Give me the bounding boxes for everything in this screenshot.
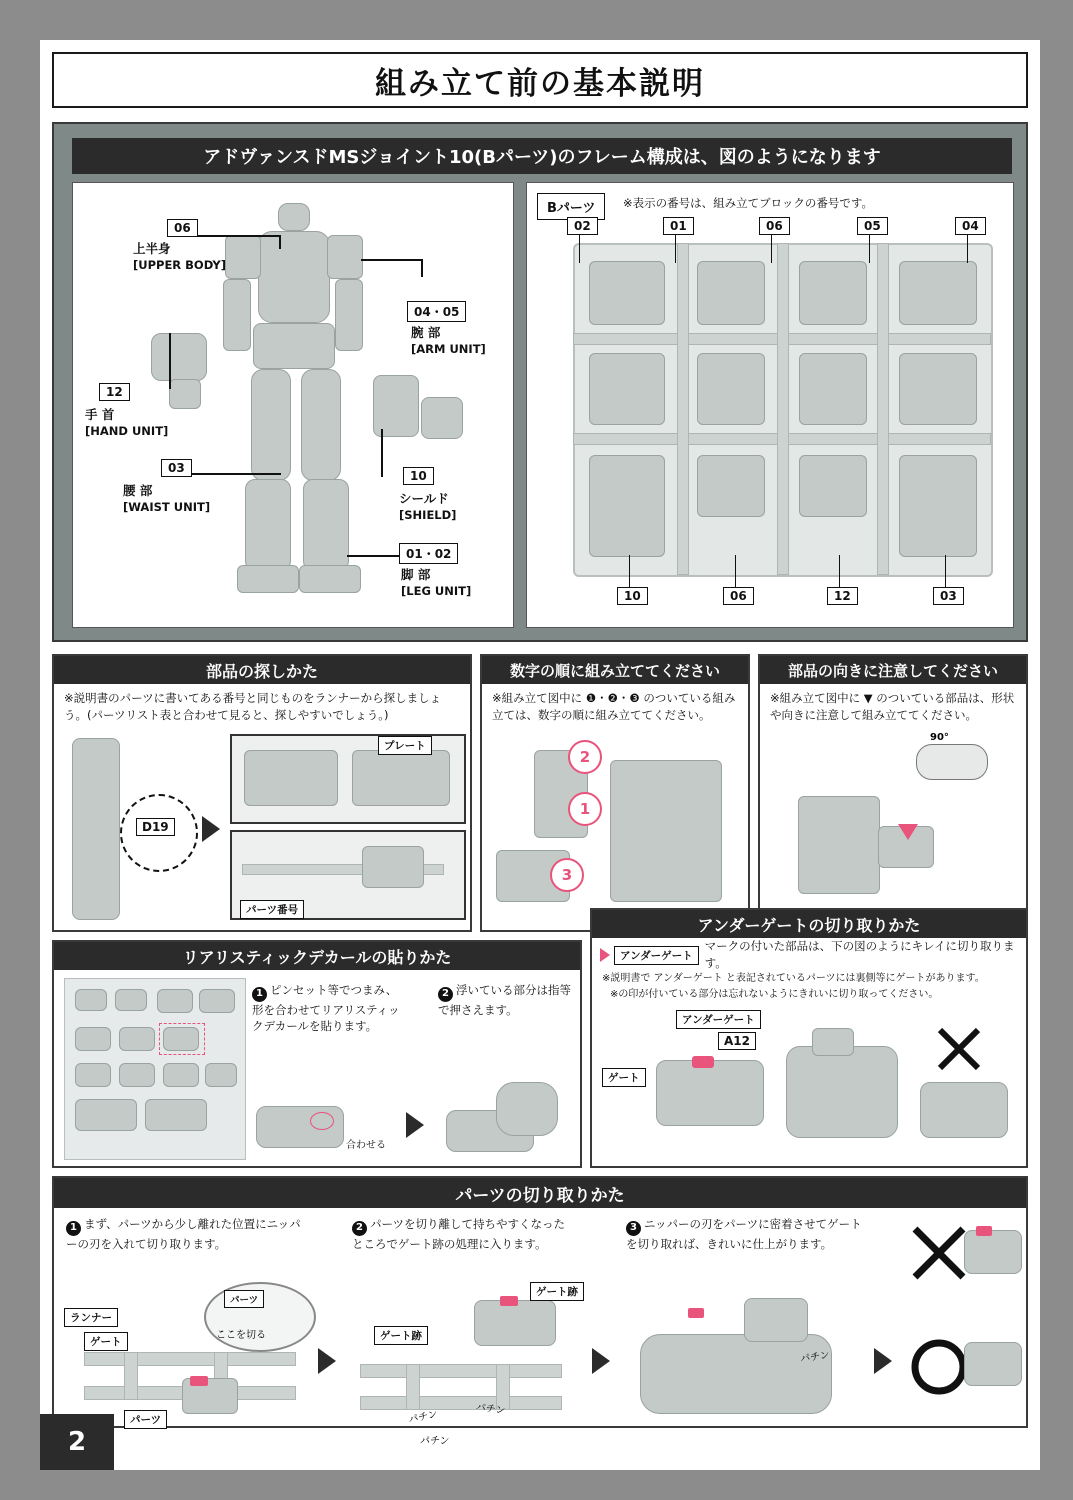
undergate-marker-icon — [600, 948, 610, 962]
orientation-angle: 90° — [930, 732, 949, 743]
gate-tag-cut: ゲート — [84, 1332, 128, 1351]
cut-step2-badge: 2 — [352, 1221, 367, 1236]
runner-bottom-num-2: 12 — [827, 587, 858, 605]
find-parts-code: D19 — [136, 818, 175, 836]
runner-note: ※表示の番号は、組み立てブロックの番号です。 — [623, 196, 873, 210]
label-arm-unit-en: [ARM UNIT] — [411, 341, 486, 356]
orientation-warn-triangle-icon — [898, 824, 918, 840]
cut-parts-panel — [52, 1176, 1028, 1447]
callout-shield-num: 10 — [403, 467, 434, 485]
sfx-4: パチン — [799, 1349, 831, 1365]
label-hand-unit-en: [HAND UNIT] — [85, 423, 169, 438]
runner-bottom-num-1: 06 — [723, 587, 754, 605]
cut-step1-artwork — [64, 1282, 314, 1426]
undergate-gate-marker — [692, 1056, 714, 1068]
sfx-3: パチン — [420, 1436, 450, 1447]
order-artwork — [490, 740, 744, 926]
find-parts-artwork — [62, 734, 466, 926]
decal-step2-artwork — [436, 1082, 576, 1160]
undergate-part-code: A12 — [718, 1032, 756, 1050]
undergate-panel — [590, 908, 1028, 1168]
page-title: 組み立て前の基本説明 — [52, 52, 1028, 108]
undergate-note1: ※説明書で アンダーゲート と表記されているパーツには裏側等にゲートがあります。 — [602, 973, 985, 984]
undergate-tag: アンダーゲート — [676, 1010, 761, 1029]
frame-section-header: アドヴァンスドMSジョイント10(Bパーツ)のフレーム構成は、図のようになります — [72, 138, 1012, 174]
label-arm-unit-jp: 腕 部 — [411, 325, 441, 340]
label-leg-unit-jp: 脚 部 — [401, 567, 431, 582]
runner-area — [526, 182, 1014, 628]
cut-step3-artwork — [624, 1282, 870, 1422]
undergate-bad-icon — [936, 1026, 982, 1072]
label-waist-unit — [123, 483, 210, 514]
callout-leg-unit-num: 01・02 — [399, 543, 458, 564]
cut-bad-icon — [910, 1224, 968, 1282]
undergate-artwork — [600, 1010, 1022, 1162]
label-shield-en: [SHIELD] — [399, 507, 457, 522]
order-step-2: 2 — [568, 740, 602, 774]
decal-step1-text — [252, 982, 402, 1035]
undergate-title: アンダーゲートの切り取りかた — [592, 910, 1026, 938]
orientation-note: ※組み立て図中に ▼ のついている部品は、形状や向きに注意して組み立ててください。 — [770, 691, 1015, 722]
callout-waist-unit-num: 03 — [161, 459, 192, 477]
label-leg-unit-en: [LEG UNIT] — [401, 583, 472, 598]
callout-upper-body-num: 06 — [167, 219, 198, 237]
decal-title: リアリスティックデカールの貼りかた — [54, 942, 580, 970]
label-upper-body-jp: 上半身 — [133, 241, 171, 256]
gate-tag: ゲート — [602, 1068, 646, 1087]
runner-tag: Bパーツ — [537, 193, 605, 220]
label-waist-unit-jp: 腰 部 — [123, 483, 153, 498]
find-parts-panel — [52, 654, 472, 932]
cut-step2-artwork — [350, 1282, 586, 1447]
order-step-3: 3 — [550, 858, 584, 892]
order-step-1: 1 — [568, 792, 602, 826]
cut-step3-text — [626, 1216, 866, 1252]
runner-top-num-1: 01 — [663, 217, 694, 235]
runner-tag-cut: ランナー — [64, 1308, 118, 1327]
cut-here-label: ここを切る — [216, 1330, 266, 1341]
cut-step3-badge: 3 — [626, 1221, 641, 1236]
runner-top-num-3: 05 — [857, 217, 888, 235]
decal-step2-body: 浮いている部分は指等で押さえます。 — [438, 983, 571, 1017]
label-leg-unit — [401, 567, 471, 598]
order-panel — [480, 654, 750, 932]
callout-arm-unit-num: 04・05 — [407, 301, 466, 322]
frame-section-panel — [52, 122, 1028, 642]
runner-top-num-0: 02 — [567, 217, 598, 235]
orientation-panel — [758, 654, 1028, 932]
runner-bottom-num-3: 03 — [933, 587, 964, 605]
find-parts-note: ※説明書のパーツに書いてある番号と同じものをランナーから探しましょう。(パーツリスト表と合わせて見ると、探しやすいでしょう。) — [64, 691, 442, 722]
instruction-page — [40, 40, 1040, 1470]
decal-step2-text — [438, 982, 574, 1018]
decal-step2-badge: 2 — [438, 987, 453, 1002]
runner-top-num-2: 06 — [759, 217, 790, 235]
cut-step3-body: ニッパーの刃をパーツに密着させてゲートを切り取れば、きれいに仕上がります。 — [626, 1217, 862, 1251]
decal-align-label: 合わせる — [346, 1140, 386, 1151]
label-hand-unit-jp: 手 首 — [85, 407, 115, 422]
label-waist-unit-en: [WAIST UNIT] — [123, 499, 211, 514]
undergate-note2: ※の印が付いている部分は忘れないようにきれいに切り取ってください。 — [610, 989, 939, 1000]
order-note: ※組み立て図中に ❶・❷・❸ のついている組み立ては、数字の順に組み立ててください。 — [492, 691, 736, 722]
find-parts-title: 部品の探しかた — [54, 656, 470, 684]
label-upper-body — [133, 241, 226, 272]
gate-mark-tag-b: ゲート跡 — [374, 1326, 428, 1345]
sfx-1: パチン — [407, 1409, 439, 1426]
part-tag-cut: パーツ — [124, 1410, 167, 1429]
decal-step1-body: ピンセット等でつまみ、形を合わせてリアリスティックデカールを貼ります。 — [252, 983, 400, 1034]
undergate-lead-text: マークの付いた部品は、下の図のようにキレイに切り取ります。 — [704, 939, 1015, 970]
cut-step2-text — [352, 1216, 572, 1252]
model-figure-area — [72, 182, 514, 628]
undergate-lead-tag: アンダーゲート — [614, 946, 699, 965]
callout-hand-unit-num: 12 — [99, 383, 130, 401]
order-title: 数字の順に組み立ててください — [482, 656, 748, 684]
plate-tag: プレート — [378, 736, 432, 755]
sfx-2: パチン — [475, 1401, 506, 1417]
label-hand-unit — [85, 407, 168, 438]
cut-step2-body: パーツを切り離して持ちやすくなったところでゲート跡の処理に入ります。 — [352, 1217, 566, 1251]
part-number-tag: パーツ番号 — [240, 900, 304, 919]
runner-bottom-num-0: 10 — [617, 587, 648, 605]
cut-step1-body: まず、パーツから少し離れた位置にニッパーの刃を入れて切り取ります。 — [66, 1217, 301, 1251]
decal-sheet — [64, 978, 246, 1160]
label-shield — [399, 491, 456, 522]
cut-step1-badge: 1 — [66, 1221, 81, 1236]
label-shield-jp: シールド — [399, 491, 449, 506]
runner-top-num-4: 04 — [955, 217, 986, 235]
page-number: 2 — [40, 1414, 114, 1470]
cut-step1-text — [66, 1216, 308, 1252]
orientation-title: 部品の向きに注意してください — [760, 656, 1026, 684]
cut-parts-title: パーツの切り取りかた — [54, 1178, 1026, 1208]
part-bubble-tag: パーツ — [224, 1290, 264, 1308]
decal-step1-artwork — [250, 1092, 400, 1158]
decal-panel — [52, 940, 582, 1168]
decal-step1-badge: 1 — [252, 987, 267, 1002]
label-upper-body-en: [UPPER BODY] — [133, 257, 226, 272]
orientation-artwork — [768, 732, 1022, 926]
cut-good-icon — [910, 1338, 968, 1396]
label-arm-unit — [411, 325, 486, 356]
gate-mark-tag-a: ゲート跡 — [530, 1282, 584, 1301]
